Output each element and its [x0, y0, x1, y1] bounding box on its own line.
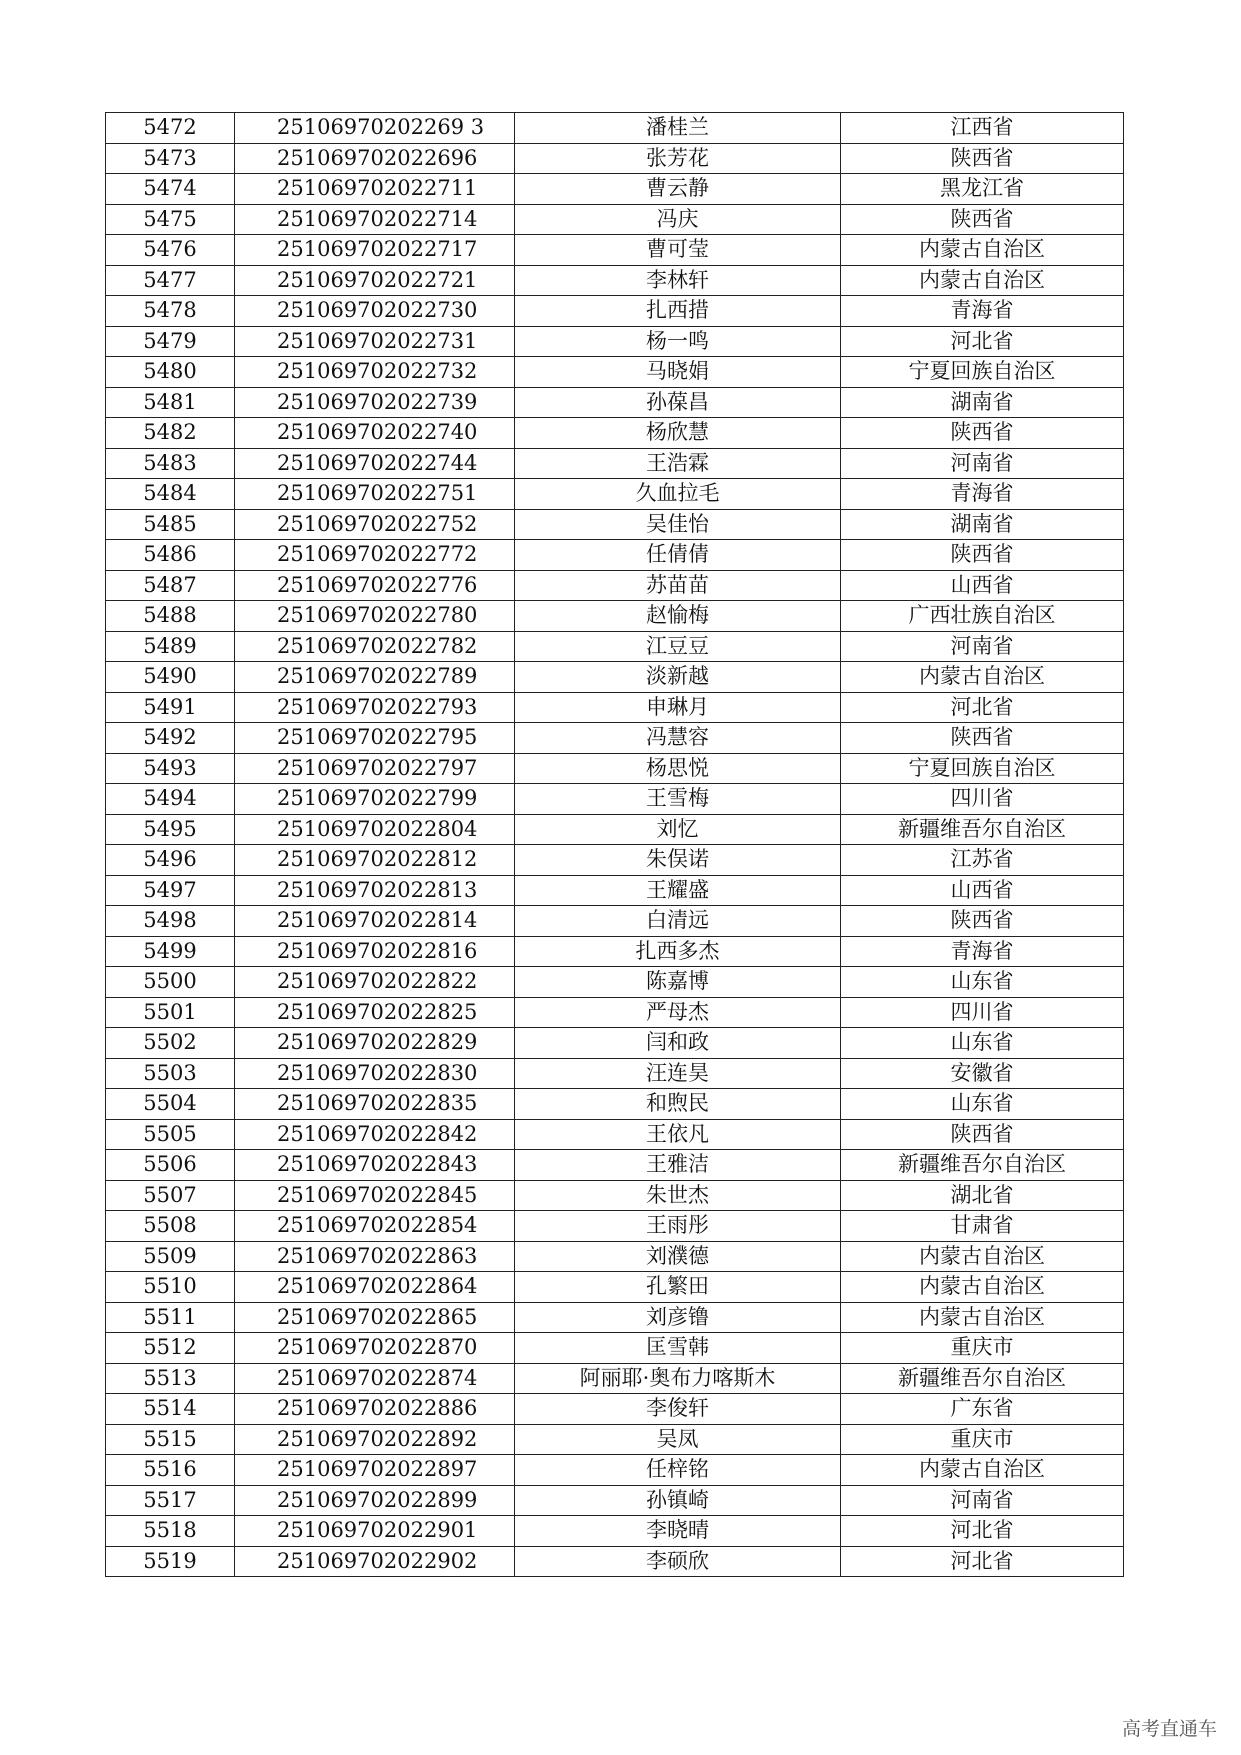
row-number-cell: 5503: [106, 1058, 235, 1089]
row-number-cell: 5476: [106, 235, 235, 266]
table-row: [106, 113, 1124, 144]
candidate-id-cell: 251069702022780: [235, 601, 515, 632]
name-cell: 江豆豆: [515, 631, 841, 662]
table-row: [106, 1211, 1124, 1242]
table-row: [106, 448, 1124, 479]
candidate-id-cell: 251069702022793: [235, 692, 515, 723]
row-number-cell: 5498: [106, 906, 235, 937]
row-number-cell: 5514: [106, 1394, 235, 1425]
province-cell: 内蒙古自治区: [841, 1272, 1124, 1303]
candidate-id-cell: 251069702022804: [235, 814, 515, 845]
province-cell: 新疆维吾尔自治区: [841, 1150, 1124, 1181]
candidate-id-cell: 251069702022789: [235, 662, 515, 693]
name-cell: 陈嘉博: [515, 967, 841, 998]
table-row: [106, 967, 1124, 998]
table-row: [106, 1180, 1124, 1211]
candidate-id-cell: 251069702022717: [235, 235, 515, 266]
candidate-id-cell: 251069702022740: [235, 418, 515, 449]
candidate-id-cell: 25106970202269 3: [235, 113, 515, 144]
row-number-cell: 5475: [106, 204, 235, 235]
province-cell: 安徽省: [841, 1058, 1124, 1089]
table-row: [106, 1119, 1124, 1150]
row-number-cell: 5508: [106, 1211, 235, 1242]
table-row: [106, 631, 1124, 662]
name-cell: 张芳花: [515, 143, 841, 174]
row-number-cell: 5480: [106, 357, 235, 388]
province-cell: 重庆市: [841, 1424, 1124, 1455]
row-number-cell: 5495: [106, 814, 235, 845]
row-number-cell: 5515: [106, 1424, 235, 1455]
row-number-cell: 5486: [106, 540, 235, 571]
name-cell: 杨欣慧: [515, 418, 841, 449]
row-number-cell: 5516: [106, 1455, 235, 1486]
name-cell: 曹云静: [515, 174, 841, 205]
name-cell: 马晓娟: [515, 357, 841, 388]
table-row: [106, 1546, 1124, 1577]
candidate-id-cell: 251069702022795: [235, 723, 515, 754]
candidate-id-cell: 251069702022901: [235, 1516, 515, 1547]
table-row: [106, 143, 1124, 174]
candidate-id-cell: 251069702022814: [235, 906, 515, 937]
province-cell: 河南省: [841, 448, 1124, 479]
province-cell: 陕西省: [841, 540, 1124, 571]
province-cell: 江苏省: [841, 845, 1124, 876]
row-number-cell: 5510: [106, 1272, 235, 1303]
row-number-cell: 5511: [106, 1302, 235, 1333]
candidate-id-cell: 251069702022812: [235, 845, 515, 876]
table-row: [106, 692, 1124, 723]
name-cell: 刘忆: [515, 814, 841, 845]
name-cell: 刘濮德: [515, 1241, 841, 1272]
name-cell: 李林轩: [515, 265, 841, 296]
table-row: [106, 418, 1124, 449]
name-cell: 王耀盛: [515, 875, 841, 906]
name-cell: 刘彦镥: [515, 1302, 841, 1333]
province-cell: 山西省: [841, 570, 1124, 601]
table-row: [106, 1485, 1124, 1516]
row-number-cell: 5490: [106, 662, 235, 693]
table-row: [106, 509, 1124, 540]
table-row: [106, 906, 1124, 937]
candidate-id-cell: 251069702022732: [235, 357, 515, 388]
name-cell: 严母杰: [515, 997, 841, 1028]
table-row: [106, 296, 1124, 327]
table-row: [106, 662, 1124, 693]
name-cell: 李硕欣: [515, 1546, 841, 1577]
table-row: [106, 1516, 1124, 1547]
table-row: [106, 723, 1124, 754]
province-cell: 青海省: [841, 479, 1124, 510]
candidate-id-cell: 251069702022782: [235, 631, 515, 662]
name-cell: 潘桂兰: [515, 113, 841, 144]
province-cell: 广西壮族自治区: [841, 601, 1124, 632]
name-cell: 申琳月: [515, 692, 841, 723]
row-number-cell: 5485: [106, 509, 235, 540]
name-cell: 淡新越: [515, 662, 841, 693]
candidate-id-cell: 251069702022739: [235, 387, 515, 418]
province-cell: 内蒙古自治区: [841, 662, 1124, 693]
province-cell: 河北省: [841, 692, 1124, 723]
table-row: [106, 1455, 1124, 1486]
table-row: [106, 1089, 1124, 1120]
row-number-cell: 5502: [106, 1028, 235, 1059]
name-cell: 李晓晴: [515, 1516, 841, 1547]
table-row: [106, 174, 1124, 205]
row-number-cell: 5491: [106, 692, 235, 723]
row-number-cell: 5519: [106, 1546, 235, 1577]
name-cell: 冯慧容: [515, 723, 841, 754]
candidate-id-cell: 251069702022886: [235, 1394, 515, 1425]
province-cell: 陕西省: [841, 204, 1124, 235]
province-cell: 陕西省: [841, 723, 1124, 754]
table-row: [106, 1241, 1124, 1272]
province-cell: 内蒙古自治区: [841, 1455, 1124, 1486]
name-cell: 杨一鸣: [515, 326, 841, 357]
candidate-id-cell: 251069702022864: [235, 1272, 515, 1303]
table-row: [106, 570, 1124, 601]
name-cell: 任梓铭: [515, 1455, 841, 1486]
name-cell: 任倩倩: [515, 540, 841, 571]
roster-table: [105, 112, 1124, 1577]
table-row: [106, 1058, 1124, 1089]
row-number-cell: 5483: [106, 448, 235, 479]
candidate-id-cell: 251069702022799: [235, 784, 515, 815]
province-cell: 湖北省: [841, 1180, 1124, 1211]
row-number-cell: 5497: [106, 875, 235, 906]
candidate-id-cell: 251069702022752: [235, 509, 515, 540]
province-cell: 四川省: [841, 784, 1124, 815]
name-cell: 王依凡: [515, 1119, 841, 1150]
row-number-cell: 5496: [106, 845, 235, 876]
row-number-cell: 5509: [106, 1241, 235, 1272]
candidate-id-cell: 251069702022813: [235, 875, 515, 906]
row-number-cell: 5481: [106, 387, 235, 418]
name-cell: 吴凤: [515, 1424, 841, 1455]
row-number-cell: 5513: [106, 1363, 235, 1394]
candidate-id-cell: 251069702022822: [235, 967, 515, 998]
candidate-id-cell: 251069702022902: [235, 1546, 515, 1577]
table-row: [106, 204, 1124, 235]
province-cell: 河北省: [841, 326, 1124, 357]
table-row: [106, 235, 1124, 266]
candidate-id-cell: 251069702022830: [235, 1058, 515, 1089]
name-cell: 扎西措: [515, 296, 841, 327]
name-cell: 和煦民: [515, 1089, 841, 1120]
table-row: [106, 387, 1124, 418]
candidate-id-cell: 251069702022892: [235, 1424, 515, 1455]
table-row: [106, 1272, 1124, 1303]
row-number-cell: 5487: [106, 570, 235, 601]
candidate-id-cell: 251069702022845: [235, 1180, 515, 1211]
candidate-id-cell: 251069702022711: [235, 174, 515, 205]
province-cell: 新疆维吾尔自治区: [841, 814, 1124, 845]
table-row: [106, 997, 1124, 1028]
name-cell: 朱俣诺: [515, 845, 841, 876]
candidate-id-cell: 251069702022854: [235, 1211, 515, 1242]
name-cell: 闫和政: [515, 1028, 841, 1059]
name-cell: 久血拉毛: [515, 479, 841, 510]
name-cell: 王雅洁: [515, 1150, 841, 1181]
row-number-cell: 5500: [106, 967, 235, 998]
province-cell: 内蒙古自治区: [841, 235, 1124, 266]
name-cell: 杨思悦: [515, 753, 841, 784]
name-cell: 冯庆: [515, 204, 841, 235]
province-cell: 河南省: [841, 631, 1124, 662]
province-cell: 宁夏回族自治区: [841, 753, 1124, 784]
row-number-cell: 5492: [106, 723, 235, 754]
name-cell: 汪连昊: [515, 1058, 841, 1089]
candidate-id-cell: 251069702022751: [235, 479, 515, 510]
province-cell: 广东省: [841, 1394, 1124, 1425]
province-cell: 湖南省: [841, 509, 1124, 540]
table-row: [106, 1394, 1124, 1425]
province-cell: 河北省: [841, 1546, 1124, 1577]
row-number-cell: 5505: [106, 1119, 235, 1150]
row-number-cell: 5473: [106, 143, 235, 174]
province-cell: 青海省: [841, 296, 1124, 327]
row-number-cell: 5499: [106, 936, 235, 967]
name-cell: 匡雪韩: [515, 1333, 841, 1364]
province-cell: 河南省: [841, 1485, 1124, 1516]
name-cell: 王雪梅: [515, 784, 841, 815]
table-row: [106, 784, 1124, 815]
row-number-cell: 5482: [106, 418, 235, 449]
province-cell: 宁夏回族自治区: [841, 357, 1124, 388]
table-row: [106, 875, 1124, 906]
candidate-id-cell: 251069702022874: [235, 1363, 515, 1394]
table-row: [106, 753, 1124, 784]
name-cell: 朱世杰: [515, 1180, 841, 1211]
candidate-id-cell: 251069702022731: [235, 326, 515, 357]
candidate-id-cell: 251069702022870: [235, 1333, 515, 1364]
province-cell: 陕西省: [841, 1119, 1124, 1150]
province-cell: 内蒙古自治区: [841, 1241, 1124, 1272]
row-number-cell: 5474: [106, 174, 235, 205]
province-cell: 陕西省: [841, 906, 1124, 937]
province-cell: 山东省: [841, 1028, 1124, 1059]
province-cell: 湖南省: [841, 387, 1124, 418]
table-row: [106, 1363, 1124, 1394]
candidate-id-cell: 251069702022744: [235, 448, 515, 479]
table-row: [106, 1302, 1124, 1333]
table-row: [106, 479, 1124, 510]
name-cell: 阿丽耶·奥布力喀斯木: [515, 1363, 841, 1394]
province-cell: 山东省: [841, 1089, 1124, 1120]
candidate-id-cell: 251069702022776: [235, 570, 515, 601]
table-row: [106, 814, 1124, 845]
row-number-cell: 5484: [106, 479, 235, 510]
name-cell: 曹可莹: [515, 235, 841, 266]
name-cell: 苏苗苗: [515, 570, 841, 601]
province-cell: 山西省: [841, 875, 1124, 906]
row-number-cell: 5493: [106, 753, 235, 784]
candidate-id-cell: 251069702022865: [235, 1302, 515, 1333]
candidate-id-cell: 251069702022825: [235, 997, 515, 1028]
row-number-cell: 5479: [106, 326, 235, 357]
name-cell: 扎西多杰: [515, 936, 841, 967]
province-cell: 内蒙古自治区: [841, 265, 1124, 296]
table-row: [106, 1333, 1124, 1364]
row-number-cell: 5478: [106, 296, 235, 327]
candidate-id-cell: 251069702022863: [235, 1241, 515, 1272]
row-number-cell: 5494: [106, 784, 235, 815]
row-number-cell: 5512: [106, 1333, 235, 1364]
table-row: [106, 265, 1124, 296]
candidate-id-cell: 251069702022816: [235, 936, 515, 967]
province-cell: 江西省: [841, 113, 1124, 144]
name-cell: 孔繁田: [515, 1272, 841, 1303]
row-number-cell: 5501: [106, 997, 235, 1028]
table-row: [106, 1150, 1124, 1181]
row-number-cell: 5472: [106, 113, 235, 144]
candidate-id-cell: 251069702022721: [235, 265, 515, 296]
candidate-id-cell: 251069702022772: [235, 540, 515, 571]
row-number-cell: 5518: [106, 1516, 235, 1547]
table-row: [106, 326, 1124, 357]
name-cell: 王雨彤: [515, 1211, 841, 1242]
roster-table-body: [106, 113, 1124, 1577]
row-number-cell: 5477: [106, 265, 235, 296]
candidate-id-cell: 251069702022843: [235, 1150, 515, 1181]
province-cell: 黑龙江省: [841, 174, 1124, 205]
candidate-id-cell: 251069702022835: [235, 1089, 515, 1120]
table-row: [106, 936, 1124, 967]
candidate-id-cell: 251069702022842: [235, 1119, 515, 1150]
province-cell: 新疆维吾尔自治区: [841, 1363, 1124, 1394]
province-cell: 甘肃省: [841, 1211, 1124, 1242]
name-cell: 王浩霖: [515, 448, 841, 479]
province-cell: 内蒙古自治区: [841, 1302, 1124, 1333]
table-row: [106, 1028, 1124, 1059]
candidate-id-cell: 251069702022829: [235, 1028, 515, 1059]
province-cell: 四川省: [841, 997, 1124, 1028]
province-cell: 陕西省: [841, 143, 1124, 174]
row-number-cell: 5507: [106, 1180, 235, 1211]
candidate-id-cell: 251069702022897: [235, 1455, 515, 1486]
province-cell: 陕西省: [841, 418, 1124, 449]
candidate-id-cell: 251069702022730: [235, 296, 515, 327]
province-cell: 重庆市: [841, 1333, 1124, 1364]
table-row: [106, 540, 1124, 571]
row-number-cell: 5488: [106, 601, 235, 632]
watermark-text: 高考直通车: [1121, 1718, 1217, 1740]
name-cell: 吴佳怡: [515, 509, 841, 540]
name-cell: 李俊轩: [515, 1394, 841, 1425]
name-cell: 孙葆昌: [515, 387, 841, 418]
candidate-id-cell: 251069702022899: [235, 1485, 515, 1516]
row-number-cell: 5517: [106, 1485, 235, 1516]
candidate-id-cell: 251069702022797: [235, 753, 515, 784]
row-number-cell: 5504: [106, 1089, 235, 1120]
province-cell: 山东省: [841, 967, 1124, 998]
table-row: [106, 1424, 1124, 1455]
name-cell: 赵愉梅: [515, 601, 841, 632]
province-cell: 青海省: [841, 936, 1124, 967]
table-row: [106, 601, 1124, 632]
table-row: [106, 845, 1124, 876]
name-cell: 孙镇崎: [515, 1485, 841, 1516]
row-number-cell: 5489: [106, 631, 235, 662]
candidate-id-cell: 251069702022714: [235, 204, 515, 235]
table-row: [106, 357, 1124, 388]
row-number-cell: 5506: [106, 1150, 235, 1181]
candidate-id-cell: 251069702022696: [235, 143, 515, 174]
name-cell: 白清远: [515, 906, 841, 937]
province-cell: 河北省: [841, 1516, 1124, 1547]
